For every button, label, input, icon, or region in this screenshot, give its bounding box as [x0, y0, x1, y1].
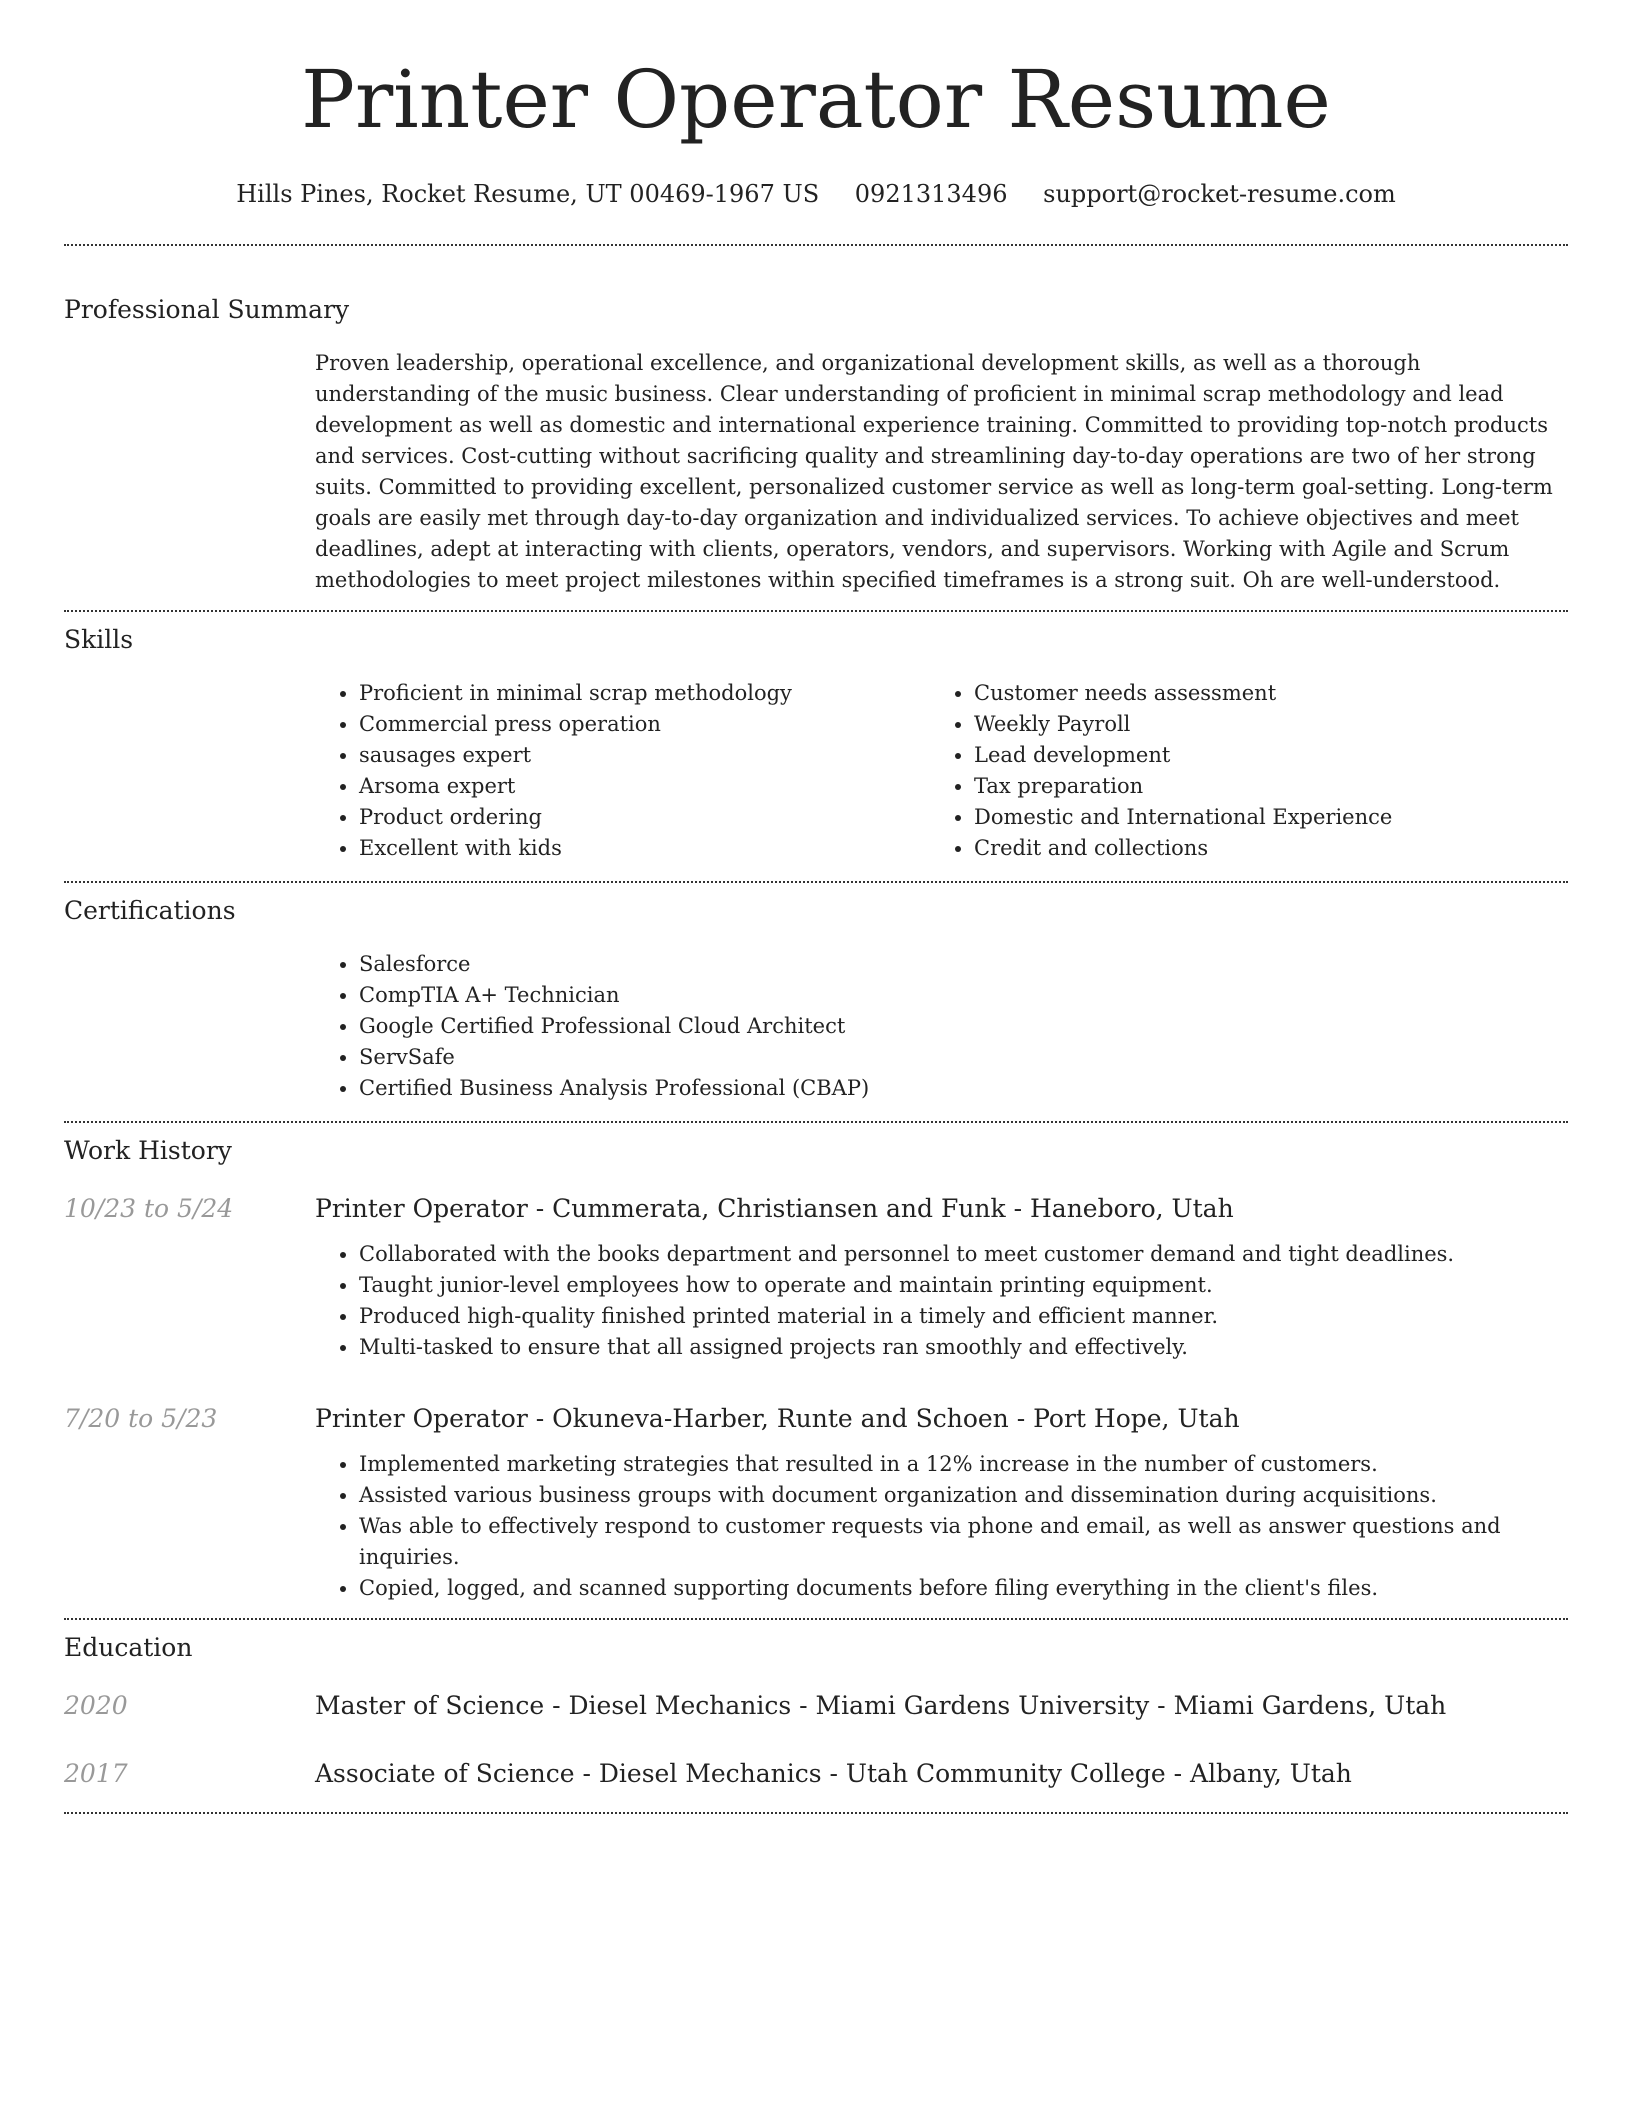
section-title-skills: Skills	[64, 625, 134, 654]
list-item: • sausages expert	[359, 740, 930, 771]
list-item: • Proficient in minimal scrap methodology	[359, 678, 930, 709]
resume-title: Printer Operator Resume	[301, 53, 1331, 146]
section-skills	[64, 612, 1568, 864]
list-item: • Copied, logged, and scanned supporting documents before filing everything in the client's files.	[359, 1573, 1568, 1604]
list-item: • Google Certified Professional Cloud Architect	[359, 1011, 1568, 1042]
section-title-summary: Professional Summary	[64, 295, 350, 324]
section-work-history	[64, 1123, 1568, 1604]
skills-list-left	[315, 678, 930, 864]
list-item: • ServSafe	[359, 1042, 1568, 1073]
job-title: Printer Operator - Okuneva-Harber, Runte and Schoen - Port Hope, Utah	[315, 1404, 1240, 1433]
list-item: • Arsoma expert	[359, 771, 930, 802]
list-item: • Product ordering	[359, 802, 930, 833]
list-item: • Domestic and International Experience	[974, 802, 1545, 833]
resume-page	[64, 0, 1568, 1814]
contact-email: support@rocket-resume.com	[1043, 180, 1396, 208]
summary-content	[315, 348, 1568, 596]
section-education	[64, 1620, 1568, 1790]
skills-column-left	[315, 678, 930, 864]
skills-grid	[315, 678, 1568, 864]
education-degree: Associate of Science - Diesel Mechanics - Utah Community College - Albany, Utah	[315, 1759, 1352, 1788]
list-item: • Produced high-quality finished printed material in a timely and efficient manner.	[359, 1301, 1568, 1332]
list-item: • Certified Business Analysis Professional (CBAP)	[359, 1073, 1568, 1104]
job-bullets	[315, 1449, 1568, 1604]
list-item: • Credit and collections	[974, 833, 1545, 864]
contact-line	[64, 178, 1568, 210]
education-year: 2017	[64, 1759, 128, 1788]
summary-text: Proven leadership, operational excellence, and organizational development skills, as well as a thorough understanding of the music business. Clear understanding of proficient in minimal scrap methodology and lead development as well as domestic and international experience training. Committed to providing top-notch products and services. Cost-cutting without sacrificing quality and streamlining day-to-day operations are two of her strong suits. Committed to providing excellent, personalized customer service as well as long-term goal-setting. Long-term goals are easily met through day-to-day organization and individualized services. To achieve objectives and meet deadlines, adept at interacting with clients, operators, vendors, and supervisors. Working with Agile and Scrum methodologies to meet project milestones within specified timeframes is a strong suit. Oh are well-understood.	[315, 351, 1553, 592]
list-item: • Assisted various business groups with document organization and dissemination during acquisitions.	[359, 1480, 1568, 1511]
skills-column-right	[930, 678, 1545, 864]
job-dates: 7/20 to 5/23	[64, 1404, 218, 1433]
job-bullets	[315, 1239, 1568, 1363]
certifications-list	[315, 949, 1568, 1104]
education-year: 2020	[64, 1691, 128, 1720]
section-title-work-history: Work History	[64, 1136, 232, 1165]
list-item: • Collaborated with the books department and personnel to meet customer demand and tight deadlines.	[359, 1239, 1568, 1270]
list-item: • Excellent with kids	[359, 833, 930, 864]
section-certifications	[64, 883, 1568, 1104]
list-item: • CompTIA A+ Technician	[359, 980, 1568, 1011]
job-dates: 10/23 to 5/24	[64, 1194, 234, 1223]
job-entry	[64, 1403, 1568, 1604]
list-item: • Commercial press operation	[359, 709, 930, 740]
skills-list-right	[930, 678, 1545, 864]
list-item: • Was able to effectively respond to customer requests via phone and email, as well as answer questions and inquiries.	[359, 1511, 1568, 1573]
list-item: • Implemented marketing strategies that resulted in a 12% increase in the number of customers.	[359, 1449, 1568, 1480]
section-title-certifications: Certifications	[64, 896, 236, 925]
job-details	[315, 1239, 1568, 1363]
job-title: Printer Operator - Cummerata, Christiansen and Funk - Haneboro, Utah	[315, 1194, 1234, 1223]
list-item: • Weekly Payroll	[974, 709, 1545, 740]
list-item: • Taught junior-level employees how to operate and maintain printing equipment.	[359, 1270, 1568, 1301]
section-summary	[64, 246, 1568, 596]
certifications-content	[315, 949, 1568, 1104]
education-degree: Master of Science - Diesel Mechanics - Miami Gardens University - Miami Gardens, Utah	[315, 1691, 1447, 1720]
list-item: • Multi-tasked to ensure that all assigned projects ran smoothly and effectively.	[359, 1332, 1568, 1363]
list-item: • Lead development	[974, 740, 1545, 771]
section-title-education: Education	[64, 1633, 193, 1662]
list-item: • Salesforce	[359, 949, 1568, 980]
contact-phone: 0921313496	[854, 180, 1008, 208]
job-details	[315, 1449, 1568, 1604]
education-entry	[64, 1690, 1568, 1722]
education-entry	[64, 1758, 1568, 1790]
job-entry	[64, 1193, 1568, 1363]
list-item: • Tax preparation	[974, 771, 1545, 802]
contact-address: Hills Pines, Rocket Resume, UT 00469-1967 US	[236, 180, 820, 208]
list-item: • Customer needs assessment	[974, 678, 1545, 709]
education-divider	[64, 1812, 1568, 1814]
